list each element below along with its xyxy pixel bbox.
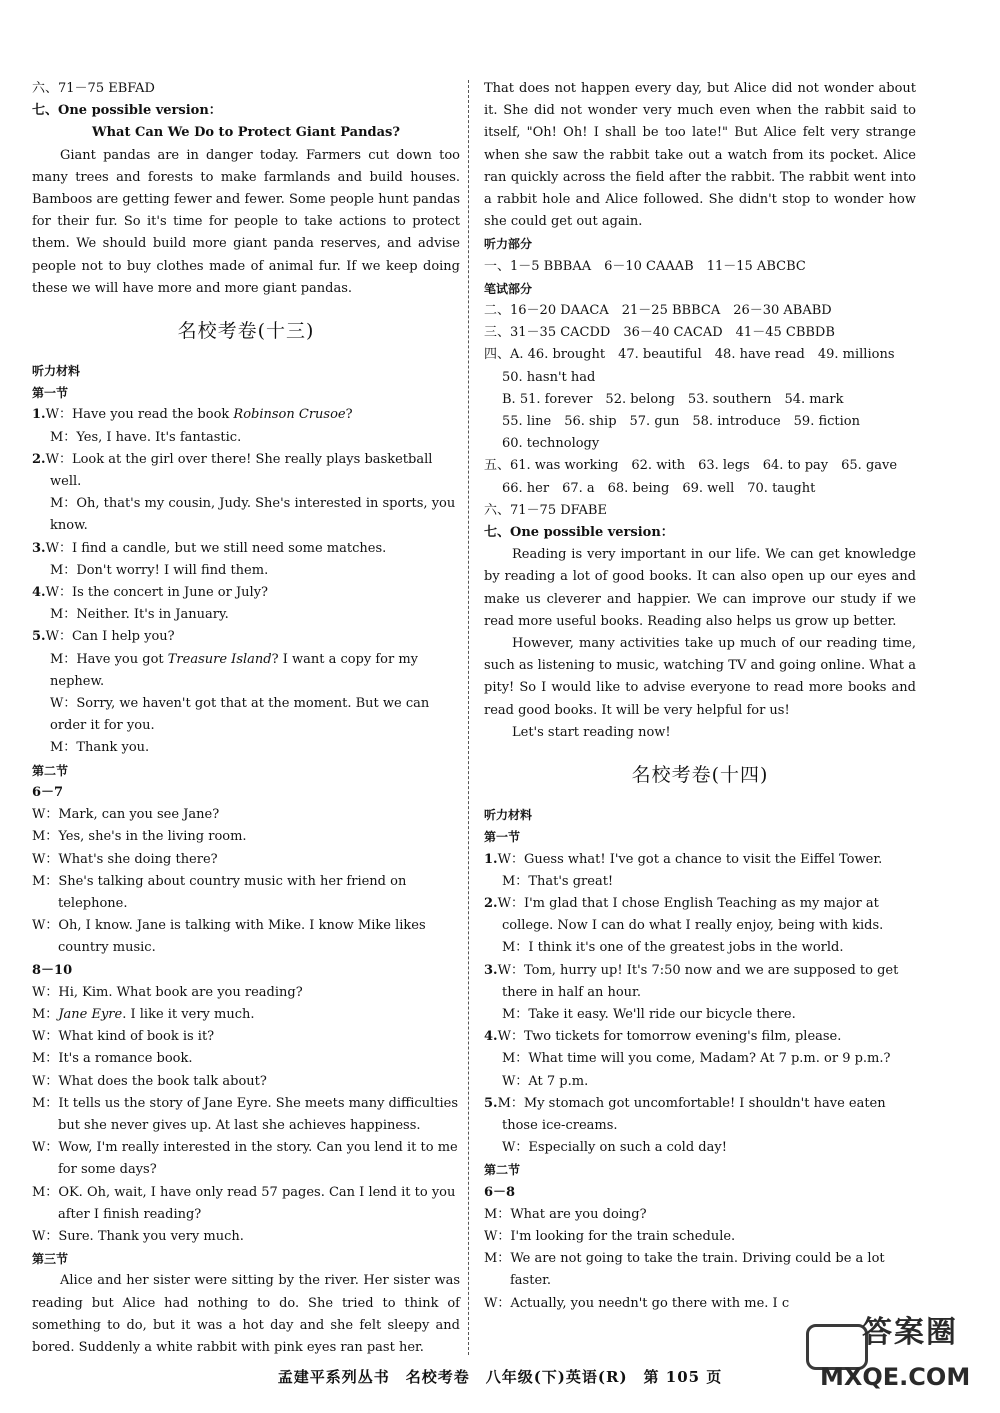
- dialog-line: [484, 1071, 916, 1093]
- speaker-label: M：: [50, 740, 77, 756]
- dialog-text: Wow, I'm really interested in the story. Can you lend it to me for some days?: [58, 1140, 462, 1178]
- part3-label: 第三节: [32, 1252, 69, 1267]
- speaker-label: W：: [45, 451, 72, 467]
- answers-4b-cont2: 60. technology: [502, 436, 600, 452]
- speaker-label: W：: [497, 962, 524, 978]
- dialog-8-10: [32, 982, 463, 1248]
- speaker-label: M：: [50, 651, 77, 667]
- dialog-text: ? I want a copy for my nephew.: [50, 651, 423, 689]
- dialog-line: [32, 693, 460, 737]
- question-number: 3.: [484, 962, 498, 978]
- dialog-line: [484, 937, 916, 959]
- dialog-6-8: [484, 1204, 916, 1315]
- dialog-text: She's talking about country music with her friend on telephone.: [58, 873, 411, 911]
- dialog-line: [32, 1137, 460, 1181]
- dialog-line: [32, 982, 460, 1004]
- dialog-text: Is the concert in June or July?: [71, 585, 269, 601]
- book-title: Treasure Island: [167, 651, 272, 667]
- speaker-label: W：: [32, 1140, 59, 1156]
- part2-label: 第二节: [32, 763, 69, 778]
- listening-label: 听力材料: [484, 808, 533, 823]
- part2-label: 第二节: [484, 1163, 521, 1178]
- watermark-text: 答案圈: [862, 1315, 958, 1350]
- speaker-label: M：: [32, 1006, 59, 1022]
- question-number: 4.: [32, 585, 46, 601]
- dialog-line: [32, 582, 460, 604]
- dialog-text: At 7 p.m.: [528, 1073, 589, 1089]
- speaker-label: W：: [502, 1073, 529, 1089]
- dialog-text: Neither. It's in January.: [76, 607, 229, 623]
- dialog-line: [32, 1182, 460, 1226]
- dialog-text: Thank you.: [76, 740, 150, 756]
- dialog-line: [484, 871, 916, 893]
- dialog-line: [484, 1026, 916, 1048]
- dialog-text: Yes, she's in the living room.: [58, 829, 247, 845]
- dialog-line: [32, 427, 460, 449]
- speaker-label: W：: [497, 895, 524, 911]
- essay-paragraph-1: Reading is very important in our life. We can get knowledge by reading a lot of good books. It can also open up our eyes and make us cleverer and happier. We can improve our study if we read more useful books. Reading also helps us grow up better.: [484, 547, 921, 629]
- dialog-text: What time will you come, Madam? At 7 p.m. or 9 p.m.?: [528, 1051, 891, 1067]
- speaker-label: M：: [484, 1206, 511, 1222]
- column-divider: [468, 80, 469, 1355]
- written-part-label: 笔试部分: [484, 281, 533, 296]
- right-column: [484, 78, 921, 1315]
- dialog-line: [32, 849, 460, 871]
- dialog-text: Yes, I have. It's fantastic.: [76, 429, 242, 445]
- speaker-label: W：: [32, 1073, 59, 1089]
- watermark-url: MXQE.COM: [820, 1363, 971, 1391]
- answers-5-cont: 66. her 67. a 68. being 69. well 70. taught: [502, 480, 816, 496]
- speaker-label: W：: [32, 851, 59, 867]
- dialog-text: I'm glad that I chose English Teaching as my major at college. Now I can do what I really enjoy, being with kids.: [502, 895, 884, 934]
- part1-label: 第一节: [484, 830, 521, 845]
- essay-body: Giant pandas are in danger today. Farmers cut down too many trees and forests to make farmlands and build houses. Bamboos are getting fewer and fewer. Some people hunt pandas for their fur. So it's time for people to take actions to protect them. We should build more giant panda reserves, and advise people not to buy clothes made of animal fur. If we keep doing these we will have more and more giant pandas.: [32, 147, 465, 296]
- speaker-label: W：: [32, 1029, 59, 1045]
- dialog-text: Look at the girl over there! She really plays basketball well.: [50, 451, 437, 490]
- watermark-logo: [800, 1315, 990, 1398]
- question-number: 1.: [32, 407, 46, 423]
- answers-5: 五、61. was working 62. with 63. legs 64. to pay 65. gave: [484, 458, 898, 474]
- question-number: 3.: [32, 540, 46, 556]
- dialog-line: [32, 1071, 460, 1093]
- speaker-label: W：: [484, 1295, 511, 1311]
- dialog-line: [32, 649, 460, 693]
- dialog-line: [32, 915, 460, 959]
- dialog-text: Especially on such a cold day!: [528, 1140, 727, 1156]
- story-start: Alice and her sister were sitting by the river. Her sister was reading but Alice had nothing to do. She tried to think of something to do, but it was a hot day and she felt sleepy and bored. Suddenly a white rabbit with pink eyes ran past her.: [32, 1273, 465, 1355]
- dialog-line: [484, 1137, 916, 1159]
- dialog-line: [484, 1226, 916, 1248]
- dialog-text: That's great!: [528, 873, 614, 889]
- dialog-line: [32, 560, 460, 582]
- dialog-text: It tells us the story of Jane Eyre. She meets many difficulties but she never gives up. At last she achieves happiness.: [58, 1095, 463, 1133]
- dialog-6-7: [32, 804, 460, 959]
- dialog-text: We are not going to take the train. Driving could be a lot faster.: [510, 1251, 889, 1289]
- dialog-line: [32, 493, 460, 537]
- dialog-line: [32, 404, 460, 426]
- question-number: 1.: [484, 851, 498, 867]
- speaker-label: W：: [497, 851, 524, 867]
- speaker-label: W：: [45, 540, 72, 556]
- speaker-label: W：: [45, 629, 72, 645]
- speaker-label: W：: [50, 696, 77, 712]
- speaker-label: M：: [50, 429, 77, 445]
- dialog-text: What are you doing?: [510, 1206, 647, 1222]
- question-number: 2.: [484, 895, 498, 911]
- speaker-label: M：: [502, 1051, 529, 1067]
- dialog-line: [484, 1204, 916, 1226]
- speaker-label: W：: [32, 984, 59, 1000]
- answers-2: 二、16－20 DAACA 21－25 BBBCA 26－30 ABABD: [484, 303, 832, 319]
- dialog-text: Mark, can you see Jane?: [58, 807, 220, 823]
- story-continuation: That does not happen every day, but Alice did not wonder about it. She did not wonder very much even when the rabbit said to itself, "Oh! Oh! I shall be too late!" But Alice felt very strange when she saw the rabbit take out a watch from its pocket. Alice ran quickly across the field after the rabbit. The rabbit went into a rabbit hole and Alice followed. She didn't stop to wonder how she could get out again.: [484, 81, 921, 230]
- answers-4a: 四、A. 46. brought 47. beautiful 48. have read 49. millions: [484, 347, 895, 363]
- speaker-label: M：: [32, 829, 59, 845]
- dialog-text: Take it easy. We'll ride our bicycle there.: [528, 1006, 796, 1022]
- speaker-label: M：: [32, 1051, 59, 1067]
- speaker-label: M：: [484, 1251, 511, 1267]
- book-title: Robinson Crusoe: [233, 407, 346, 423]
- dialog-text: Don't worry! I will find them.: [76, 562, 269, 578]
- speaker-label: M：: [502, 1006, 529, 1022]
- question-number: 2.: [32, 451, 46, 467]
- dialog-line: [484, 1048, 916, 1070]
- question-number: 4.: [484, 1029, 498, 1045]
- dialog-text: What's she doing there?: [58, 851, 218, 867]
- group-6-8-label: 6－8: [484, 1184, 516, 1200]
- dialog-line: [32, 1004, 460, 1026]
- dialog-text: Guess what! I've got a chance to visit the Eiffel Tower.: [523, 851, 883, 867]
- dialog-text: My stomach got uncomfortable! I shouldn't have eaten those ice-creams.: [502, 1095, 890, 1133]
- speaker-label: M：: [497, 1095, 524, 1111]
- answer-line-6: 六、71－75 EBFAD: [32, 81, 155, 96]
- answers-4b-cont: 55. line 56. ship 57. gun 58. introduce 59. fiction: [502, 414, 861, 430]
- speaker-label: W：: [502, 1140, 529, 1156]
- answers-3: 三、31－35 CACDD 36－40 CACAD 41－45 CBBDB: [484, 325, 835, 341]
- section-title-14: 名校考卷(十四): [631, 764, 769, 787]
- dialog-line: [32, 804, 460, 826]
- dialog-line: [32, 538, 460, 560]
- dialog-text: It's a romance book.: [58, 1051, 193, 1067]
- answers-4b: B. 51. forever 52. belong 53. southern 54. mark: [502, 391, 844, 407]
- listening-part-label: 听力部分: [484, 237, 533, 252]
- right-part1-dialogs: [484, 849, 916, 1160]
- dialog-line: [32, 1026, 460, 1048]
- speaker-label: M：: [32, 873, 59, 889]
- dialog-line: [484, 1293, 916, 1315]
- dialog-line: [32, 449, 460, 493]
- dialog-text: What kind of book is it?: [58, 1029, 215, 1045]
- dialog-line: [484, 1093, 916, 1137]
- book-title: Jane Eyre: [58, 1006, 123, 1022]
- essay-paragraph-2: However, many activities take up much of our reading time, such as listening to music, watching TV and going online. What a pity! So I would like to advise everyone to read more books and read good books. It will be very helpful for us!: [484, 636, 921, 718]
- page-footer: 孟建平系列丛书 名校考卷 八年级(下)英语(R) 第 105 页: [277, 1368, 723, 1386]
- left-part1-dialogs: [32, 404, 460, 759]
- speaker-label: M：: [50, 496, 77, 512]
- dialog-line: [32, 1226, 460, 1248]
- dialog-text: Hi, Kim. What book are you reading?: [58, 984, 303, 1000]
- group-8-10-label: 8－10: [32, 962, 73, 978]
- speaker-label: M：: [32, 1184, 59, 1200]
- speaker-label: M：: [50, 562, 77, 578]
- speaker-label: W：: [32, 1228, 59, 1244]
- answers-6: 六、71－75 DFABE: [484, 502, 607, 518]
- speaker-label: W：: [32, 807, 59, 823]
- speaker-label: W：: [32, 918, 59, 934]
- dialog-text: I find a candle, but we still need some matches.: [71, 540, 387, 556]
- dialog-text: Sure. Thank you very much.: [58, 1228, 244, 1244]
- dialog-line: [484, 849, 916, 871]
- question-number: 5.: [32, 629, 46, 645]
- speaker-label: M：: [502, 940, 529, 956]
- dialog-line: [32, 737, 460, 759]
- dialog-text: Actually, you needn't go there with me. I c: [510, 1295, 790, 1311]
- dialog-text: Sorry, we haven't got that at the moment. But we can order it for you.: [50, 696, 434, 734]
- dialog-line: [484, 1004, 916, 1026]
- dialog-text: What does the book talk about?: [58, 1073, 267, 1089]
- dialog-text: OK. Oh, wait, I have only read 57 pages. Can I lend it to you after I finish reading?: [58, 1184, 460, 1222]
- dialog-line: [32, 604, 460, 626]
- dialog-line: [484, 960, 916, 1004]
- dialog-text: I think it's one of the greatest jobs in the world.: [528, 940, 844, 956]
- dialog-text: ?: [345, 407, 353, 423]
- group-6-7-label: 6－7: [32, 784, 64, 800]
- dialog-line: [32, 826, 460, 848]
- left-column: [32, 78, 465, 1359]
- dialog-line: [32, 1048, 460, 1070]
- speaker-label: M：: [50, 607, 77, 623]
- answer-line-7: 七、One possible version：: [32, 103, 222, 119]
- speaker-label: M：: [502, 873, 529, 889]
- dialog-text: I'm looking for the train schedule.: [510, 1228, 736, 1244]
- dialog-text: Two tickets for tomorrow evening's film, please.: [523, 1029, 842, 1045]
- dialog-text: Oh, that's my cousin, Judy. She's interested in sports, you know.: [50, 496, 460, 534]
- speaker-label: W：: [484, 1228, 511, 1244]
- speaker-label: W：: [497, 1029, 524, 1045]
- speaker-label: W：: [45, 407, 72, 423]
- dialog-text: Can I help you?: [71, 629, 175, 645]
- dialog-line: [484, 893, 916, 937]
- dialog-line: [484, 1248, 916, 1292]
- dialog-text: Tom, hurry up! It's 7:50 now and we are supposed to get there in half an hour.: [502, 962, 903, 1000]
- dialog-line: [32, 1093, 463, 1137]
- essay-paragraph-3: Let's start reading now!: [512, 724, 671, 740]
- dialog-text: Oh, I know. Jane is talking with Mike. I know Mike likes country music.: [58, 918, 430, 956]
- listening-label: 听力材料: [32, 364, 81, 379]
- answers-7: 七、One possible version：: [484, 525, 674, 541]
- question-number: 5.: [484, 1095, 498, 1111]
- part1-label: 第一节: [32, 386, 69, 401]
- section-title-13: 名校考卷(十三): [177, 320, 315, 343]
- answers-4a-cont: 50. hasn't had: [502, 369, 596, 385]
- speaker-label: W：: [45, 585, 72, 601]
- dialog-text: . I like it very much.: [122, 1006, 255, 1022]
- answers-1: 一、1－5 BBBAA 6－10 CAAAB 11－15 ABCBC: [484, 258, 806, 274]
- essay-title: What Can We Do to Protect Giant Pandas?: [92, 125, 400, 141]
- dialog-line: [32, 626, 460, 648]
- dialog-line: [32, 871, 460, 915]
- dialog-text: Have you got: [76, 651, 168, 667]
- speaker-label: M：: [32, 1095, 59, 1111]
- dialog-text: Have you read the book: [71, 407, 234, 423]
